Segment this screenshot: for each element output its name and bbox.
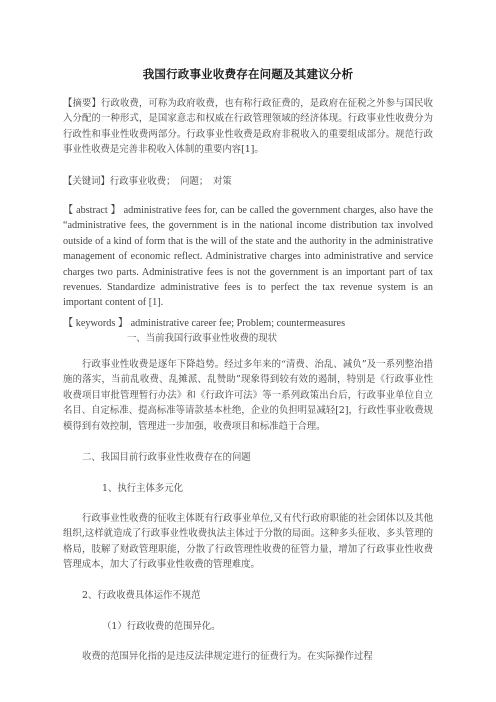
section2-heading: 二、我国目前行政事业性收费存在的问题 xyxy=(82,452,251,463)
subsection2-1-body: 收费的范围异化指的是违反法律规定进行的征费行为。在实际操作过程 xyxy=(82,651,373,662)
section1-body: 行政事业性收费是逐年下降趋势。经过多年来的“清费、治乱、减负”及一系列整治措施的落实，当前乱收费、乱摊派、乱赞助”现象得到较有效的遏制，特别是《行政事业性收费项目审批管理暂行办法》和《行政许可法》等一系列政策出台后，行政事业单位自立名目、自定标准、提高标准等请款基本杜绝，企业的负担明显减轻[2]，行政性事业收费规模得到有效控制，管理进一步加强，收费项目和标准趋于合理。 xyxy=(63,359,433,432)
subsection2-heading: 2、行政收费具体运作不规范 xyxy=(82,590,201,601)
keywords-cn: 【关键词】行政事业收费； 问题； 对策 xyxy=(63,176,232,187)
abstract-cn: 【摘要】行政收费，可称为政府收费，也有称行政征费的，是政府在征税之外参与国民收入分配的一种形式，是国家意志和权威在行政管理领域的经济体现。行政事业性收费分为行政性和事业性收费两部分。行政事业性收费是政府非税收入的重要组成部分。规范行政事业性收费是完善非税收入体制的重要内容[1]。 xyxy=(63,98,433,156)
keywords-en: 【 keywords 】 administrative career fee; Problem; countermeasures xyxy=(63,318,346,329)
page-title: 我国行政事业收费存在问题及其建议分析 xyxy=(142,67,354,81)
subsection1-body: 行政事业性收费的征收主体既有行政事业单位,又有代行政府职能的社会团体以及其他组织,这样就造成了行政事业性收费执法主体过于分散的局面。这种多头征收、多头管理的格局，肢解了财政管理职能，分散了行政管理性收费的征管力量，增加了行政事业性收费管理成本，加大了行政事业性收费的管理难度。 xyxy=(63,513,433,571)
section1-heading: 一、当前我国行政事业性收费的现状 xyxy=(127,333,278,344)
subsection1-heading: 1、执行主体多元化 xyxy=(102,483,183,494)
abstract-en: 【 abstract 】 administrative fees for, can be called the government charges, also have the “administrative fees, the government is in the national income distribution tax involved outside of a kind of form that is the will of the state and the authority in the administrative management of economic reflect. Administrative charges into administrative and service charges two parts. Administrative fees is not the government is an important part of tax revenues. Standardize administrative fees is to perfect the tax revenue system is an important content of [1]. xyxy=(63,205,433,309)
subsection2-1-heading: （1）行政收费的范围异化。 xyxy=(102,621,221,632)
